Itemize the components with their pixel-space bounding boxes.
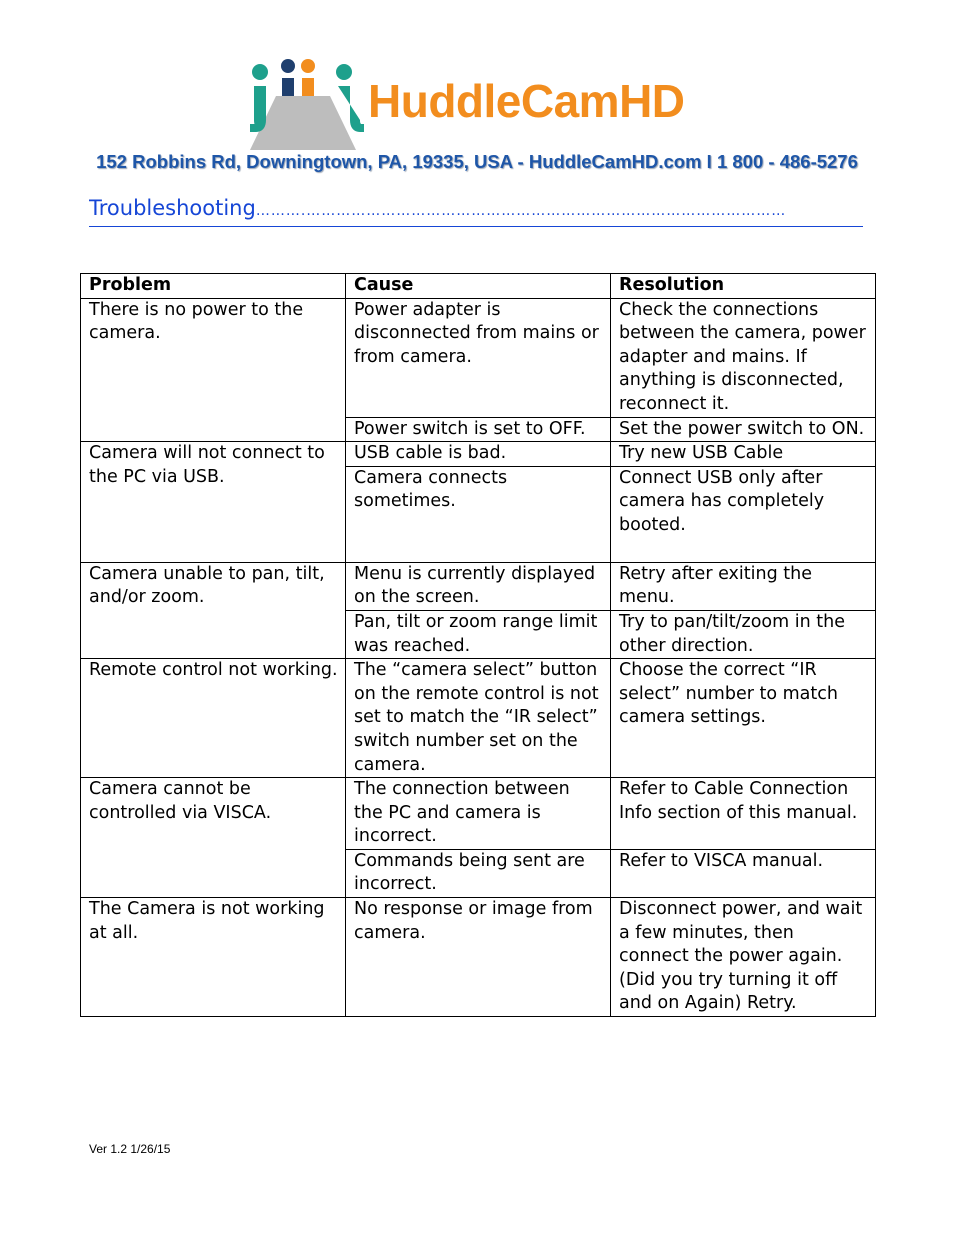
table-row	[81, 298, 876, 417]
company-address: 152 Robbins Rd, Downingtown, PA, 19335, USA - HuddleCamHD.com I 1 800 - 486-5276	[96, 151, 858, 172]
huddlecam-logo-icon	[240, 58, 366, 154]
troubleshooting-table	[80, 273, 876, 1017]
cause-cell: The “camera select” button on the remote control is not set to match the “IR select” switch number set on the camera.	[346, 659, 611, 778]
problem-cell: There is no power to the camera.	[81, 298, 346, 442]
toc-entry[interactable]	[89, 196, 863, 227]
resolution-cell: Disconnect power, and wait a few minutes, then connect the power again. (Did you try turning it off and on Again) Retry.	[611, 898, 876, 1017]
problem-cell: Camera cannot be controlled via VISCA.	[81, 778, 346, 898]
resolution-cell: Refer to Cable Connection Info section of this manual.	[611, 778, 876, 850]
toc-leader: ……….……………………………………………………………………………………	[255, 203, 787, 219]
resolution-cell: Refer to VISCA manual.	[611, 849, 876, 897]
header-resolution: Resolution	[611, 274, 876, 299]
resolution-cell: Choose the correct “IR select” number to match camera settings.	[611, 659, 876, 778]
table-header-row	[81, 274, 876, 299]
problem-cell: Camera unable to pan, tilt, and/or zoom.	[81, 562, 346, 658]
brand-name: HuddleCamHD	[368, 75, 685, 127]
resolution-cell: Try to pan/tilt/zoom in the other direction.	[611, 610, 876, 658]
resolution-cell: Set the power switch to ON.	[611, 417, 876, 442]
table-row	[81, 442, 876, 467]
header-cause: Cause	[346, 274, 611, 299]
header-problem: Problem	[81, 274, 346, 299]
table-row	[81, 898, 876, 1017]
brand-logo	[240, 58, 730, 154]
problem-cell: The Camera is not working at all.	[81, 898, 346, 1017]
cause-cell: Commands being sent are incorrect.	[346, 849, 611, 897]
cause-cell: Power switch is set to OFF.	[346, 417, 611, 442]
problem-cell: Remote control not working.	[81, 659, 346, 778]
resolution-cell: Try new USB Cable	[611, 442, 876, 467]
resolution-cell: Retry after exiting the menu.	[611, 562, 876, 610]
cause-cell: No response or image from camera.	[346, 898, 611, 1017]
cause-cell: Menu is currently displayed on the screen.	[346, 562, 611, 610]
cause-cell: Camera connects sometimes.	[346, 466, 611, 562]
version-footer: Ver 1.2 1/26/15	[89, 1142, 171, 1156]
toc-title[interactable]: Troubleshooting	[89, 196, 256, 220]
resolution-cell: Connect USB only after camera has completely booted.	[611, 466, 876, 562]
problem-cell: Camera will not connect to the PC via USB.	[81, 442, 346, 563]
table-row	[81, 659, 876, 778]
cause-cell: Power adapter is disconnected from mains or from camera.	[346, 298, 611, 417]
table-row	[81, 562, 876, 610]
cause-cell: USB cable is bad.	[346, 442, 611, 467]
table-row	[81, 778, 876, 850]
cause-cell: The connection between the PC and camera is incorrect.	[346, 778, 611, 850]
cause-cell: Pan, tilt or zoom range limit was reached.	[346, 610, 611, 658]
resolution-cell: Check the connections between the camera, power adapter and mains. If anything is disconnected, reconnect it.	[611, 298, 876, 417]
